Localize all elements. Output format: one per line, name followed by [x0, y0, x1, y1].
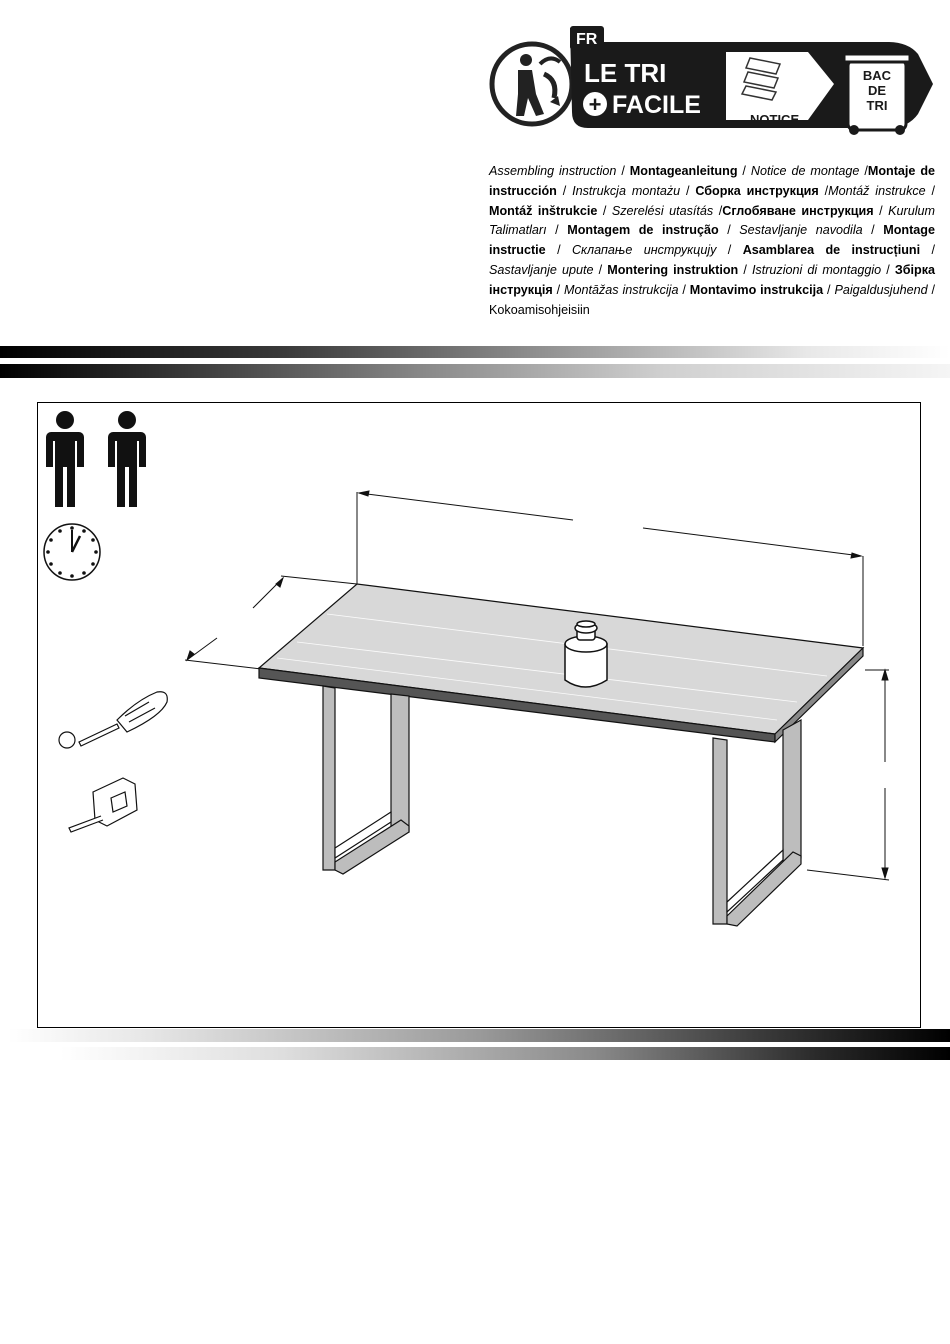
- plus-symbol: +: [588, 92, 602, 117]
- notice-label: NOTICE: [750, 112, 800, 127]
- title-segment: Сборка инструкция: [695, 183, 819, 198]
- title-segment: /: [597, 203, 612, 218]
- title-segment: Sastavljanje upute: [489, 262, 594, 277]
- screwdriver-icon: [59, 692, 167, 748]
- title-segment: Kokoamisohjeisiin: [489, 302, 590, 317]
- gradient-rule-bottom-2: [60, 1047, 950, 1060]
- title-segment: Szerelési utasítás: [611, 203, 714, 218]
- title-segment: /: [859, 164, 868, 178]
- title-segment: /: [678, 282, 690, 297]
- title-segment: /: [718, 223, 740, 238]
- title-segment: Montageanleitung: [629, 164, 738, 178]
- title-segment: /: [818, 183, 829, 198]
- title-segment: Asamblarea de instrucțiuni: [742, 243, 921, 258]
- title-segment: /: [545, 243, 572, 258]
- title-segment: /: [920, 243, 936, 258]
- logo-line-2: FACILE: [612, 91, 701, 119]
- title-segment: /: [593, 262, 608, 277]
- person-icon: [108, 411, 146, 507]
- title-segment: Збірка інструкція: [489, 262, 936, 297]
- title-segment: /: [881, 262, 895, 277]
- title-segment: Montagem de instrução: [567, 223, 719, 238]
- title-segment: Istruzioni di montaggio: [751, 262, 882, 277]
- bin-text-1: BAC: [862, 68, 892, 83]
- title-segment: Notice de montage: [750, 164, 860, 178]
- title-segment: /: [616, 164, 630, 178]
- title-segment: Kurulum Talimatları: [489, 203, 936, 238]
- triman-recycling-icon: [492, 44, 572, 124]
- clock-icon: [44, 524, 100, 580]
- person-icon: [46, 411, 84, 507]
- bin-text-3: TRI: [866, 98, 888, 113]
- title-segment: /: [546, 223, 568, 238]
- title-segment: Сглобяване инструкция: [722, 203, 874, 218]
- title-segment: Paigaldusjuhend: [834, 282, 928, 297]
- title-segment: Assembling instruction: [489, 164, 617, 178]
- title-segment: Montāžas instrukcija: [564, 282, 679, 297]
- title-segment: Montaje de instrucción: [489, 164, 936, 198]
- logo-line-1: LE TRI: [584, 58, 667, 88]
- title-segment: Montage instructie: [489, 223, 936, 258]
- country-code: FR: [576, 31, 598, 48]
- bin-text-2: DE: [867, 83, 887, 98]
- gradient-rule-bottom-1: [8, 1029, 950, 1042]
- title-segment: /: [873, 203, 889, 218]
- title-segment: Sestavljanje navodila: [739, 223, 863, 238]
- title-segment: Montáž inštrukcie: [489, 203, 598, 218]
- title-segment: /: [925, 183, 936, 198]
- title-segment: /: [862, 223, 884, 238]
- title-segment: Montering instruktion: [607, 262, 739, 277]
- title-segment: Montavimo instrukcija: [689, 282, 824, 297]
- tape-measure-icon: [69, 778, 137, 832]
- gradient-rule-top-1: [0, 346, 950, 358]
- title-segment: /: [716, 243, 743, 258]
- title-segment: /: [737, 164, 751, 178]
- title-segment: Instrukcja montażu: [572, 183, 681, 198]
- title-segment: /: [927, 282, 935, 297]
- le-tri-facile-logo: [488, 24, 938, 142]
- title-segment: /: [552, 282, 564, 297]
- title-segment: /: [823, 282, 835, 297]
- title-segment: Montáž instrukce: [828, 183, 926, 198]
- title-segment: /: [738, 262, 752, 277]
- gradient-rule-top-2: [0, 364, 950, 378]
- multilingual-title: [489, 162, 935, 320]
- title-segment: /: [713, 203, 723, 218]
- title-segment: /: [556, 183, 573, 198]
- title-segment: /: [680, 183, 696, 198]
- title-segment: Склапање инструкцију: [571, 243, 717, 258]
- table-illustration: [259, 584, 863, 926]
- overview-illustration: [37, 402, 921, 1028]
